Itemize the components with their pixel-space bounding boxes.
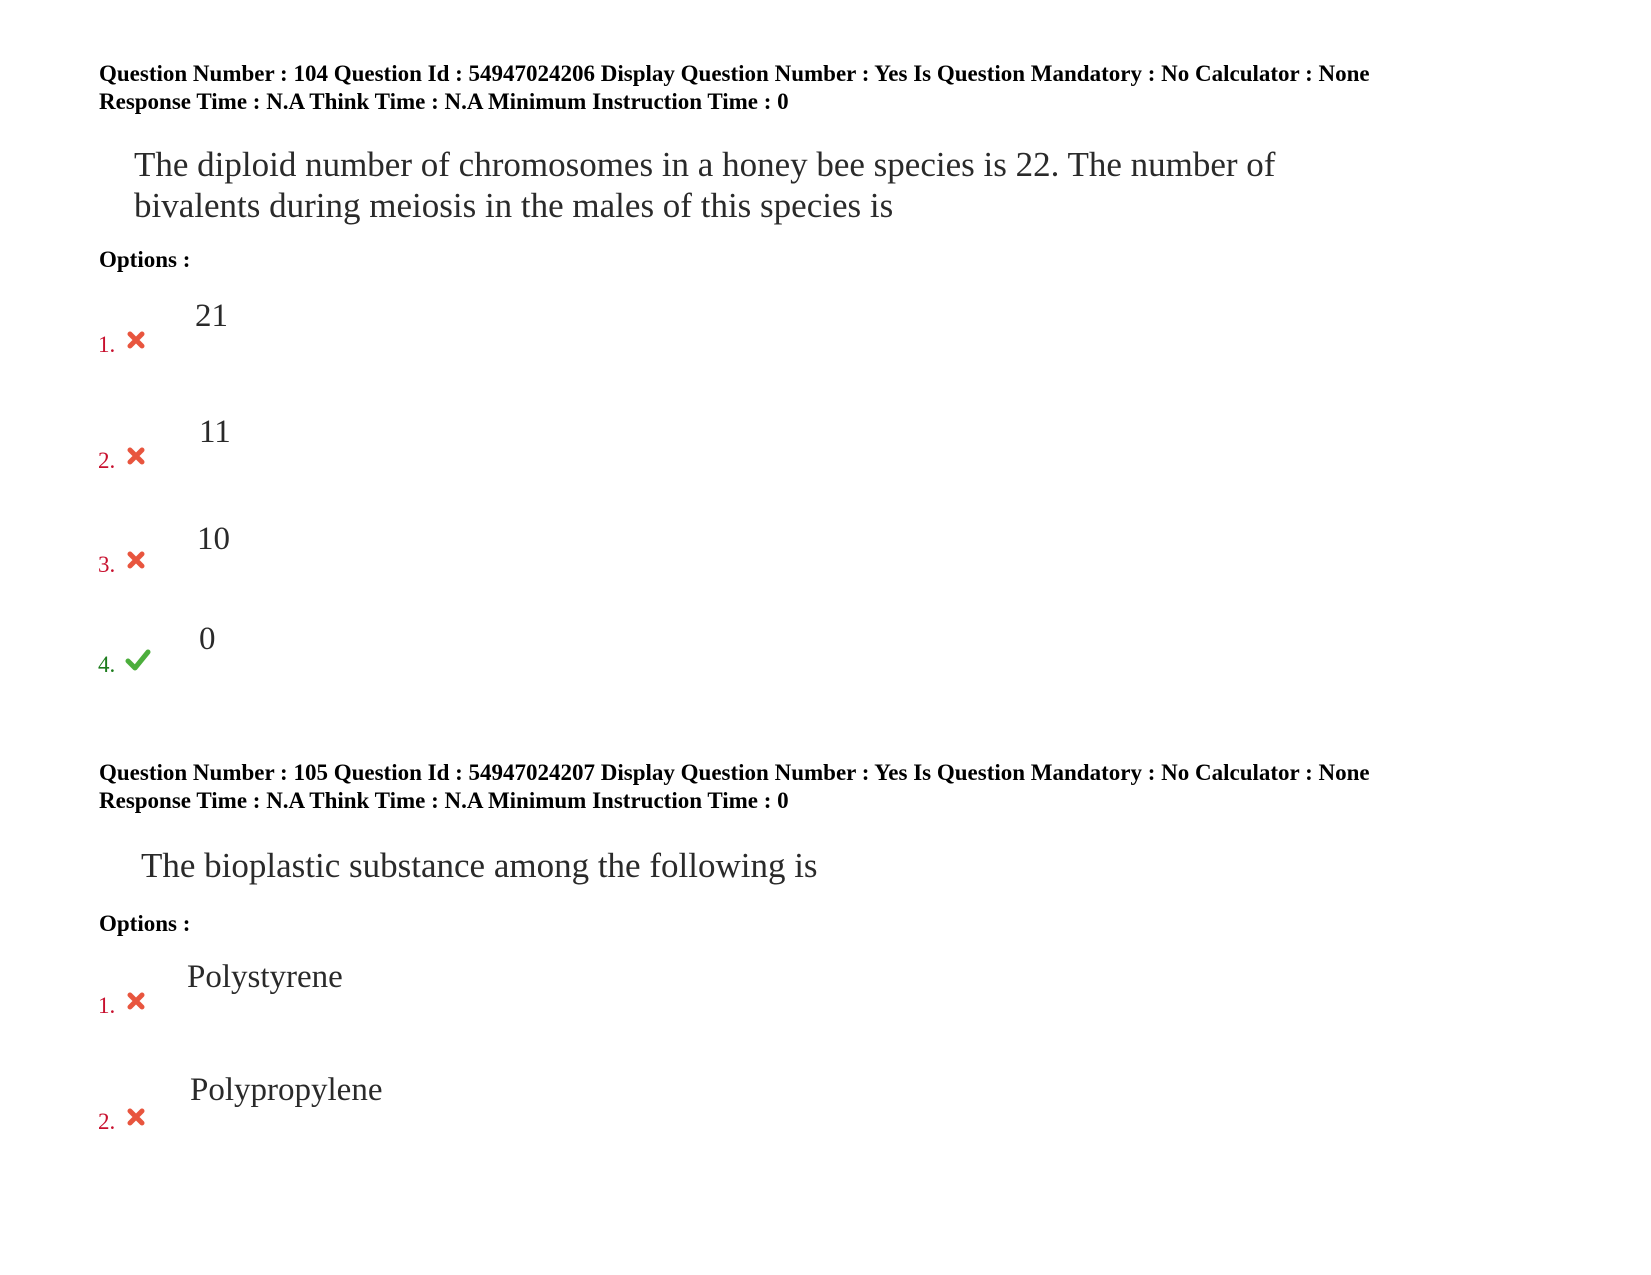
option-text: Polypropylene (190, 1072, 383, 1108)
options-label: Options : (99, 911, 191, 936)
cross-icon (125, 329, 147, 351)
cross-icon (125, 549, 147, 571)
option-number: 2. (98, 1109, 116, 1134)
check-icon (125, 648, 151, 672)
option-text: 11 (199, 414, 231, 450)
option-text: Polystyrene (187, 959, 343, 995)
cross-icon (125, 1106, 147, 1128)
option-text: 0 (199, 621, 216, 657)
question-meta-line2: Response Time : N.A Think Time : N.A Minimum Instruction Time : 0 (99, 788, 789, 813)
cross-icon (125, 445, 147, 467)
option-number: 4. (98, 652, 116, 677)
option-number: 1. (98, 332, 116, 357)
option-text: 21 (195, 298, 228, 334)
option-number: 1. (98, 993, 116, 1018)
option-number: 2. (98, 448, 116, 473)
question-meta-line2: Response Time : N.A Think Time : N.A Minimum Instruction Time : 0 (99, 89, 789, 114)
question-text-line1: The bioplastic substance among the following is (141, 846, 818, 885)
cross-icon (125, 990, 147, 1012)
question-meta-line1: Question Number : 105 Question Id : 54947024207 Display Question Number : Yes Is Question Mandatory : No Calculator : None (99, 760, 1370, 785)
options-label: Options : (99, 247, 191, 272)
question-meta-line1: Question Number : 104 Question Id : 54947024206 Display Question Number : Yes Is Question Mandatory : No Calculator : None (99, 61, 1370, 86)
question-text-line2: bivalents during meiosis in the males of this species is (134, 186, 894, 225)
option-number: 3. (98, 552, 116, 577)
question-text-line1: The diploid number of chromosomes in a honey bee species is 22. The number of (134, 145, 1276, 184)
option-text: 10 (197, 521, 230, 557)
